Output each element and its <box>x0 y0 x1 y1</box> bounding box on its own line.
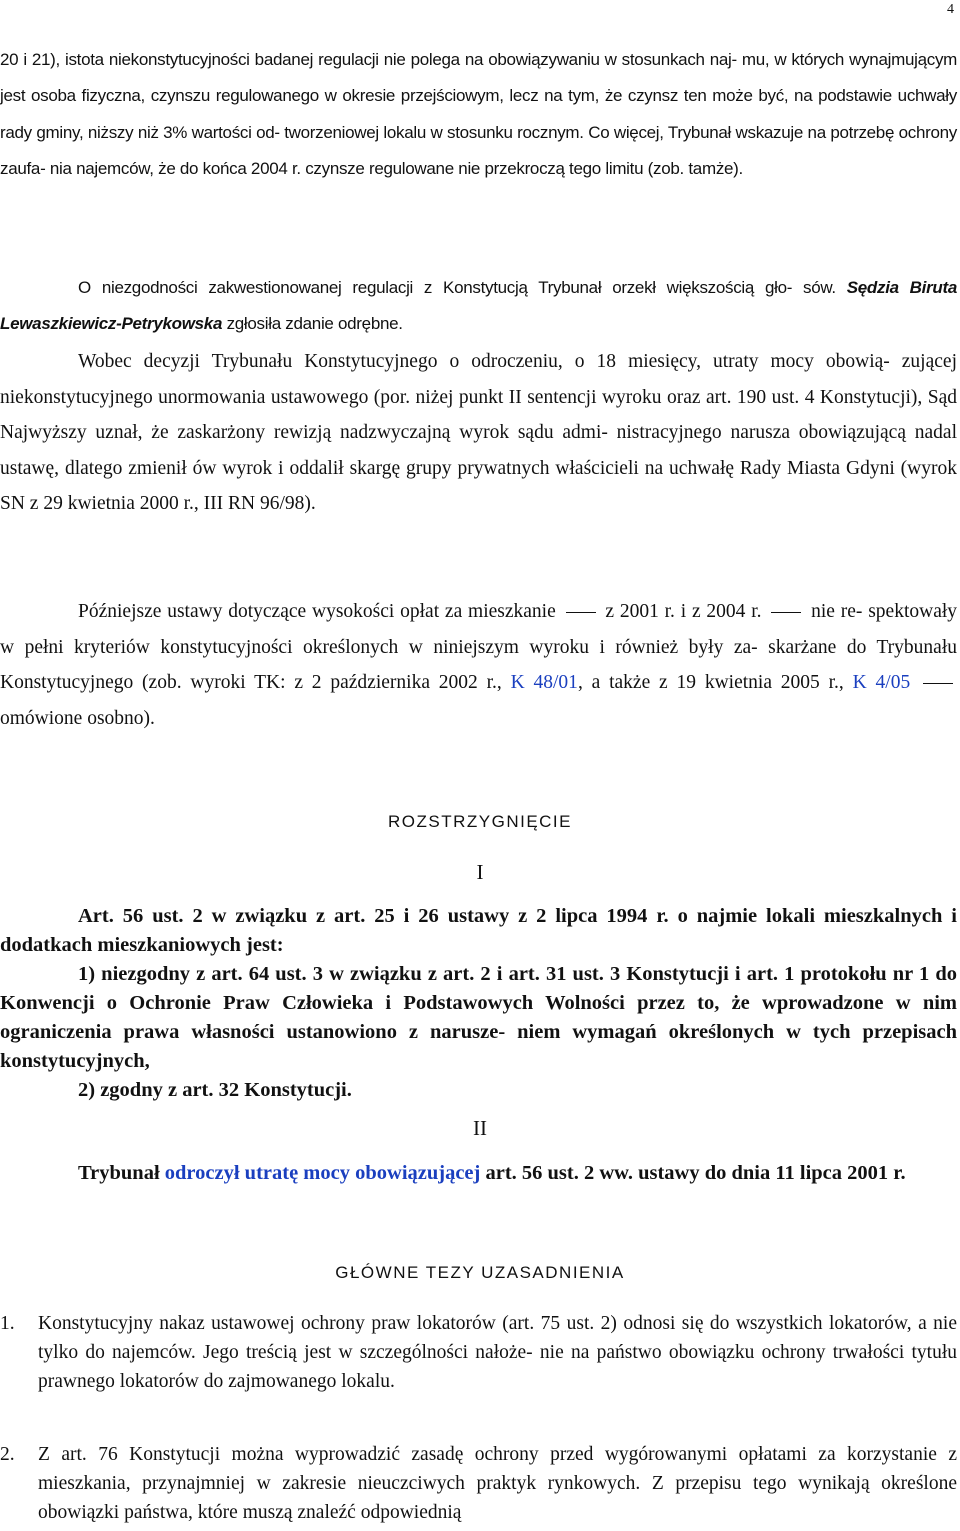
intro-paragraph-1-text: 20 i 21), istota niekonstytucyjności badanej regulacji nie polega na obowiązywaniu w stosunkach naj- mu, w których wynajmującym jest osoba fizyczna, czynszu regulowanego w okresie przejściowym, lecz na tym, że czynsz ten może być, na podstawie uchwały rady gminy, niższy niż 3% wartości od- tworzeniowej lokalu w stosunku rocznym. Co więcej, Trybunał wskazuje na potrzebę ochrony zaufa- nia najemców, że do końca 2004 r. czynsze regulowane nie przekroczą tego limitu (zob. tamże). <box>0 50 957 179</box>
ruling-item-2-text: 2) zgodny z art. 32 Konstytucji. <box>78 1079 352 1101</box>
thesis-1-number: 1. <box>0 1313 15 1334</box>
ruling-heading: ROZSTRZYGNIĘCIE <box>387 812 572 831</box>
thesis-item-1 <box>0 1309 957 1396</box>
ruling-item-1-text: 1) niezgodny z art. 64 ust. 3 w związku z art. 2 i art. 31 ust. 3 Konstytucji i art. 1 protokołu nr 1 do Konwencji o Ochronie Praw Człowieka i Podstawowych Wolności przez to, że wprowadzone w nim ograniczenia prawa własności ustanowiono z narusze- niem wymagań określonych w tych przepisach konstytucyjnych, <box>0 963 957 1072</box>
ruling-part-2-a: Trybunał <box>78 1162 160 1184</box>
ruling-part-2 <box>0 1159 957 1188</box>
intro-paragraph-2-text: O niezgodności zakwestionowanej regulacji z Konstytucją Trybunał orzekł większością gło- sów. <box>78 278 836 297</box>
intro-paragraph-2-tail: zgłosiła zdanie odrębne. <box>226 314 403 334</box>
ruling-part-2-numeral: II <box>473 1116 487 1140</box>
intro-paragraph-4-c: nie re- spektowały w pełni kryteriów konstytucyjności określonych w niniejszym wyroku i również były za- skarżane do Trybunału Konstytucyjnego (zob. wyroki TK: z 2 października 2002 r., <box>0 601 958 694</box>
ruling-part-1-intro <box>0 902 957 960</box>
theses-heading: GŁÓWNE TEZY UZASADNIENIA <box>335 1263 625 1282</box>
ruling-item-2 <box>0 1076 957 1105</box>
ruling-part-1-numeral: I <box>476 860 484 884</box>
intro-paragraph-4 <box>0 594 957 736</box>
link-k-48-01[interactable]: K 48/01 <box>510 672 578 694</box>
thesis-1-text: Konstytucyjny nakaz ustawowej ochrony praw lokatorów (art. 75 ust. 2) odnosi się do wszystkich lokatorów, a nie tylko do najemców. Jego treścią jest w szczególności nałoże- nie na państwo obowiązku ochrony trwałości tytułu prawnego lokatorów do zajmowanego lokalu. <box>38 1313 957 1392</box>
intro-paragraph-3 <box>0 344 957 522</box>
intro-paragraph-1 <box>0 42 957 188</box>
intro-paragraph-4-a: Późniejsze ustawy dotyczące wysokości opłat za mieszkanie <box>78 601 556 622</box>
thesis-2-number: 2. <box>0 1444 15 1465</box>
judge-name: Sędzia Biruta Lewaszkiewicz-Petrykowska <box>0 278 957 334</box>
intro-paragraph-2 <box>0 270 957 343</box>
ruling-part-2-b: art. 56 ust. 2 ww. ustawy do dnia 11 lipca 2001 r. <box>485 1162 906 1184</box>
link-k-4-05[interactable]: K 4/05 <box>852 672 911 694</box>
em-dash <box>771 612 801 613</box>
em-dash <box>923 683 953 684</box>
intro-paragraph-4-d: , a także z 19 kwietnia 2005 r., <box>577 672 844 694</box>
intro-paragraph-3-text: Wobec decyzji Trybunału Konstytucyjnego o odroczeniu, o 18 miesięcy, utraty mocy obowią- zującej niekonstytucyjnego unormowania ustawowego (por. niżej punkt II sentencji wyroku oraz art. 190 ust. 4 Konstytucji), Sąd Najwyższy uznał, że zaskarżony rewizją nadzwyczajną wyrok sądu admi- nistracyjnego narusza obowiązującą nadal ustawę, dlatego zmienił ów wyrok i oddalił skargę grupy prywatnych właścicieli na uchwałę Rady Miasta Gdyni (wyrok SN z 29 kwietnia 2000 r., III RN 96/98). <box>0 351 957 515</box>
thesis-2-text: Z art. 76 Konstytucji można wyprowadzić zasadę ochrony przed wygórowanymi opłatami za korzystanie z mieszkania, przynajmniej w zakresie nieuczciwych praktyk rynkowych. Z przepisu tego wynikają określone obowiązki państwa, które muszą znaleźć odpowiednią <box>38 1444 957 1523</box>
em-dash <box>566 612 596 613</box>
page-number: 4 <box>947 2 954 17</box>
link-odroczyl-utrate-mocy[interactable]: odroczył utratę mocy obowiązującej <box>164 1162 481 1184</box>
ruling-item-1 <box>0 960 957 1076</box>
ruling-part-1-intro-text: Art. 56 ust. 2 w związku z art. 25 i 26 ustawy z 2 lipca 1994 r. o najmie lokali mieszkalnych i dodatkach mieszkaniowych jest: <box>0 905 957 956</box>
thesis-item-2 <box>0 1440 957 1527</box>
intro-paragraph-4-b: z 2001 r. i z 2004 r. <box>605 601 762 622</box>
intro-paragraph-4-e: omówione osobno). <box>0 707 155 729</box>
